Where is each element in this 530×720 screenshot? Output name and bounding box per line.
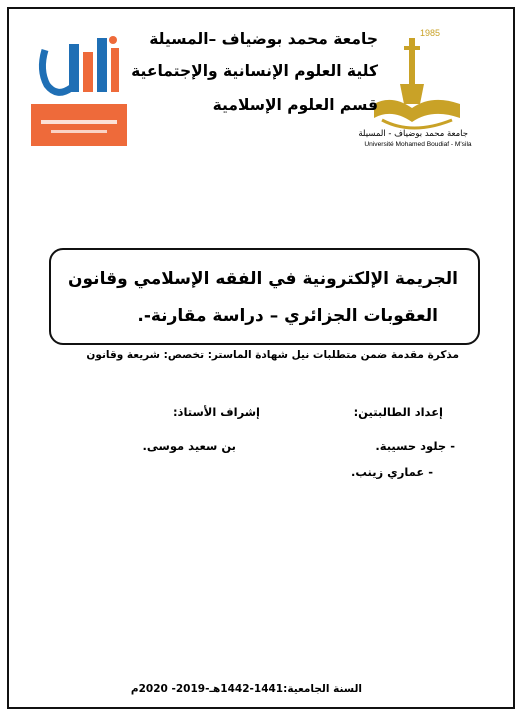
university-header: جامعة محمد بوضياف –المسيلة <box>149 30 378 48</box>
students-label: إعداد الطالبتين: <box>353 405 443 419</box>
faculty-header: كلية العلوم الإنسانية والإجتماعية <box>131 62 378 80</box>
department-header: قسم العلوم الإسلامية <box>212 96 378 114</box>
student-name: - جلود حسيبة. <box>375 439 455 453</box>
title-box <box>49 248 480 345</box>
memo-statement: مذكرة مقدمة ضمن متطلبات نيل شهادة الماستر: تخصص: شريعة وقانون <box>86 349 459 361</box>
supervisor-label: إشراف الأستاذ: <box>172 405 260 419</box>
thesis-title-line2: العقوبات الجزائري – دراسة مقارنة-. <box>137 306 438 326</box>
supervisor-name: بن سعيد موسى. <box>142 439 236 453</box>
logo-year: 1985 <box>420 28 441 38</box>
student-name: - عماري زينب. <box>351 465 433 479</box>
academic-year: السنة الجامعية:1441-1442هـ-2019- 2020م <box>130 683 362 695</box>
university-name-fr: Université Mohamed Boudiaf - M'sila <box>364 141 472 148</box>
thesis-title-line1: الجريمة الإلكترونية في الفقه الإسلامي وقانون <box>68 269 458 289</box>
faculty-logo <box>31 30 127 146</box>
university-name-ar: جامعة محمد بوضياف - المسيلة <box>358 129 468 139</box>
